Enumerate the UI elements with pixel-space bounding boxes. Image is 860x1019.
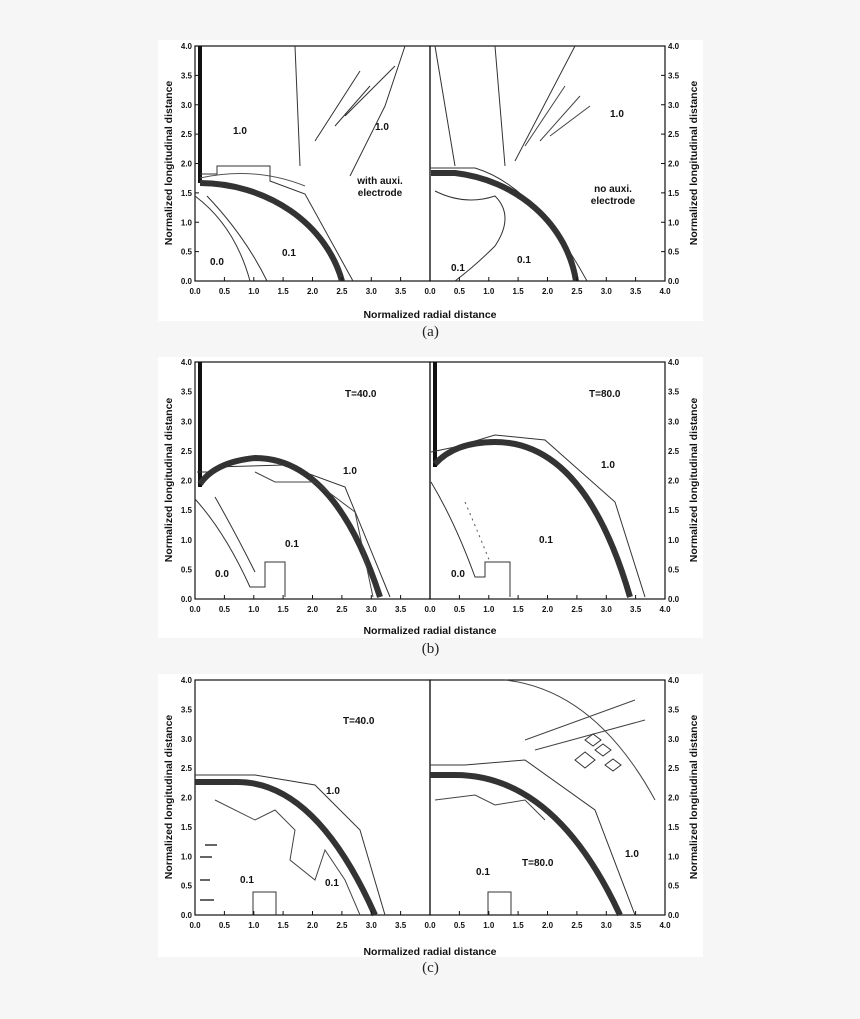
x-tick: 1.5 (512, 605, 524, 614)
contour-label: 0.1 (282, 248, 296, 259)
y-tick: 1.5 (180, 188, 192, 198)
y-tick-right: 2.0 (668, 476, 680, 486)
x-axis-label: Normalized radial distance (363, 309, 497, 321)
y-tick: 2.0 (180, 476, 192, 486)
y-tick-right: 3.5 (668, 71, 680, 81)
contour-label: 0.1 (476, 867, 490, 878)
x-axis-label: Normalized radial distance (363, 625, 497, 637)
x-tick: 2.5 (336, 605, 348, 614)
x-tick: 2.5 (336, 287, 348, 296)
x-tick: 1.0 (248, 605, 260, 614)
x-tick: 3.5 (395, 605, 407, 614)
y-tick: 4.0 (180, 42, 192, 51)
y-tick: 3.0 (180, 417, 192, 427)
y-tick: 2.5 (180, 764, 192, 774)
time-label: T=40.0 (343, 716, 375, 727)
x-tick: 0.0 (189, 921, 201, 930)
y-tick: 1.0 (180, 218, 192, 228)
y-tick-right: 2.0 (668, 159, 680, 169)
y-tick: 1.0 (180, 535, 192, 545)
x-tick: 4.0 (659, 605, 671, 614)
contour-label: 0.1 (451, 263, 465, 274)
contour-label: 1.0 (625, 849, 639, 860)
x-tick: 0.5 (453, 921, 465, 930)
x-tick: 1.0 (248, 287, 260, 296)
x-tick: 3.0 (365, 605, 377, 614)
contour-label: 1.0 (343, 466, 357, 477)
contour-label: 1.0 (233, 126, 247, 137)
x-tick: 2.5 (571, 921, 583, 930)
y-tick: 3.0 (180, 734, 192, 744)
y-tick-right: 3.5 (668, 387, 680, 397)
contour-label: 0.1 (285, 539, 299, 550)
x-tick: 3.0 (600, 287, 612, 296)
time-label: T=40.0 (345, 389, 377, 400)
x-tick: 2.5 (336, 921, 348, 930)
x-tick: 1.0 (248, 921, 260, 930)
x-tick: 2.0 (541, 605, 554, 614)
time-label: T=80.0 (589, 389, 621, 400)
x-tick: 2.5 (571, 605, 583, 614)
x-tick: 3.0 (365, 287, 377, 296)
x-tick: 0.0 (189, 287, 201, 296)
contour-label: 0.1 (325, 878, 339, 889)
y-tick: 1.0 (180, 852, 192, 862)
x-tick: 1.0 (483, 287, 495, 296)
x-tick: 0.0 (424, 921, 436, 930)
y-tick: 4.0 (180, 676, 192, 685)
x-tick: 0.0 (424, 605, 436, 614)
annotation-note: no auxi. (594, 184, 632, 195)
contour-label: 0.0 (451, 569, 465, 580)
x-tick: 1.5 (277, 605, 289, 614)
x-tick: 2.0 (306, 921, 319, 930)
x-tick: 3.5 (630, 605, 642, 614)
x-tick: 3.0 (600, 605, 612, 614)
y-axis-label-right: Normalized longitudinal distance (688, 714, 700, 880)
x-tick: 4.0 (659, 921, 671, 930)
y-axis-label-left: Normalized longitudinal distance (163, 714, 175, 880)
y-tick: 2.5 (180, 130, 192, 140)
y-tick-right: 0.5 (668, 565, 680, 575)
y-tick: 0.0 (180, 277, 192, 286)
y-tick: 3.5 (180, 705, 192, 715)
x-tick: 1.0 (483, 605, 495, 614)
y-tick: 0.0 (180, 911, 192, 920)
y-tick: 2.0 (180, 159, 192, 169)
x-tick: 1.5 (277, 287, 289, 296)
x-tick: 3.5 (395, 921, 407, 930)
y-axis-label-right: Normalized longitudinal distance (688, 80, 700, 246)
contour-label: 0.0 (215, 569, 229, 580)
y-tick-right: 3.0 (668, 734, 680, 744)
x-tick: 0.0 (424, 287, 436, 296)
y-tick-right: 0.5 (668, 247, 680, 257)
y-tick-right: 2.5 (668, 130, 680, 140)
y-tick-right: 3.0 (668, 417, 680, 427)
contour-plot-pair-b (158, 357, 703, 638)
y-tick-right: 4.0 (668, 676, 680, 685)
contour-label: 0.1 (240, 875, 254, 886)
y-tick: 4.0 (180, 358, 192, 367)
y-tick-right: 2.5 (668, 764, 680, 774)
y-tick-right: 3.5 (668, 705, 680, 715)
x-tick: 0.5 (218, 287, 230, 296)
y-tick: 3.0 (180, 100, 192, 110)
x-tick: 1.5 (512, 921, 524, 930)
figure-panel-b (158, 357, 703, 638)
y-tick: 0.5 (180, 565, 192, 575)
y-tick-right: 1.0 (668, 852, 680, 862)
x-tick: 3.5 (630, 287, 642, 296)
contour-label: 1.0 (610, 109, 624, 120)
x-tick: 0.5 (218, 921, 230, 930)
x-tick: 2.0 (541, 287, 554, 296)
contour-label: 1.0 (326, 786, 340, 797)
y-tick: 0.5 (180, 247, 192, 257)
x-tick: 1.5 (512, 287, 524, 296)
y-tick-right: 1.0 (668, 535, 680, 545)
y-tick-right: 1.5 (668, 822, 680, 832)
y-tick-right: 3.0 (668, 100, 680, 110)
y-tick: 3.5 (180, 71, 192, 81)
x-tick: 0.5 (453, 605, 465, 614)
annotation-note: electrode (590, 196, 636, 207)
caption-b: (b) (421, 641, 440, 657)
contour-plot-pair-a (158, 40, 703, 321)
figure-panel-a (158, 40, 703, 321)
x-tick: 2.5 (571, 287, 583, 296)
contour-label: 1.0 (375, 122, 389, 133)
figure-panel-c (158, 674, 703, 957)
y-tick-right: 0.0 (668, 277, 680, 286)
x-tick: 3.5 (395, 287, 407, 296)
caption-c: (c) (422, 960, 439, 976)
contour-label: 0.1 (517, 255, 531, 266)
y-tick: 2.5 (180, 446, 192, 456)
y-tick: 0.5 (180, 881, 192, 891)
y-tick-right: 1.5 (668, 188, 680, 198)
x-tick: 0.0 (189, 605, 201, 614)
y-tick-right: 2.0 (668, 793, 680, 803)
x-tick: 0.5 (218, 605, 230, 614)
x-axis-label: Normalized radial distance (363, 946, 497, 957)
y-tick: 0.0 (180, 595, 192, 604)
x-tick: 2.0 (306, 605, 319, 614)
x-tick: 2.0 (306, 287, 319, 296)
x-tick: 4.0 (659, 287, 671, 296)
x-tick: 1.0 (483, 921, 495, 930)
y-tick: 1.5 (180, 822, 192, 832)
y-tick: 2.0 (180, 793, 192, 803)
contour-label: 1.0 (601, 460, 615, 471)
y-tick-right: 0.0 (668, 595, 680, 604)
y-axis-label-left: Normalized longitudinal distance (163, 397, 175, 563)
y-tick-right: 4.0 (668, 358, 680, 367)
x-tick: 0.5 (453, 287, 465, 296)
annotation-note: with auxi. (357, 176, 403, 187)
y-tick-right: 1.5 (668, 506, 680, 516)
time-label: T=80.0 (522, 858, 554, 869)
y-tick: 1.5 (180, 506, 192, 516)
y-axis-label-left: Normalized longitudinal distance (163, 80, 175, 246)
x-tick: 3.5 (630, 921, 642, 930)
y-tick: 3.5 (180, 387, 192, 397)
y-axis-label-right: Normalized longitudinal distance (688, 397, 700, 563)
caption-a: (a) (422, 324, 439, 340)
y-tick-right: 0.5 (668, 881, 680, 891)
x-tick: 3.0 (365, 921, 377, 930)
y-tick-right: 1.0 (668, 218, 680, 228)
y-tick-right: 0.0 (668, 911, 680, 920)
contour-label: 0.1 (539, 535, 553, 546)
contour-label: 0.0 (210, 257, 224, 268)
x-tick: 1.5 (277, 921, 289, 930)
x-tick: 2.0 (541, 921, 554, 930)
y-tick-right: 2.5 (668, 446, 680, 456)
x-tick: 3.0 (600, 921, 612, 930)
contour-plot-pair-c (158, 674, 703, 957)
annotation-note: electrode (357, 188, 403, 199)
y-tick-right: 4.0 (668, 42, 680, 51)
